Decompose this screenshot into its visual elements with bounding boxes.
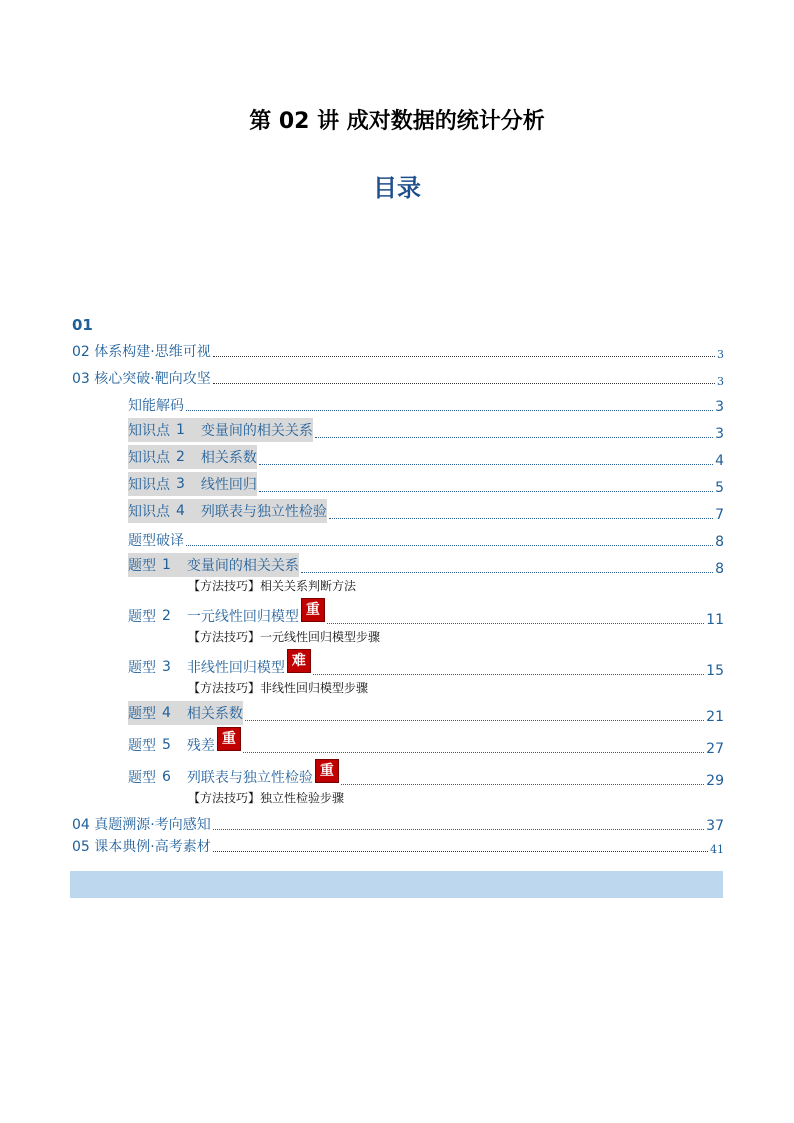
tx-prefix: 题型 — [128, 609, 156, 625]
tx-prefix: 题型 — [128, 770, 156, 786]
toc-page-number: 8 — [715, 561, 724, 577]
tx-number: 3 — [162, 659, 171, 675]
tx-title: 相关系数 — [186, 706, 243, 722]
toc-heading: 目录 — [373, 174, 421, 202]
toc-entry-t5[interactable] — [72, 725, 724, 757]
dot-leader — [315, 437, 713, 438]
toc-entry-zhineng[interactable] — [72, 388, 724, 415]
toc-entry-kp2[interactable] — [72, 442, 724, 469]
toc-entry-t1[interactable] — [72, 550, 724, 577]
toc-page-number: 3 — [717, 375, 724, 388]
kp-prefix: 知识点 — [128, 477, 170, 493]
key-badge: 重 — [301, 598, 325, 622]
toc-entry-label — [128, 604, 325, 628]
toc-entry-label — [128, 655, 311, 679]
toc-page-number: 4 — [715, 453, 724, 469]
toc-page-number: 29 — [706, 773, 724, 789]
toc-entry-kp3[interactable] — [72, 469, 724, 496]
dot-leader — [313, 674, 704, 675]
dot-leader — [213, 851, 708, 852]
toc-entry-t4[interactable] — [72, 698, 724, 725]
document-title: 第 02 讲 成对数据的统计分析 — [249, 109, 545, 134]
kp-number: 4 — [176, 503, 185, 519]
tx-prefix: 题型 — [128, 558, 156, 574]
tx-number: 2 — [162, 608, 171, 624]
kp-prefix: 知识点 — [128, 423, 170, 439]
toc-page-number: 8 — [715, 534, 724, 550]
toc-entry-tixing[interactable] — [72, 523, 724, 550]
toc-entry-label — [128, 472, 257, 496]
tx-number: 1 — [162, 557, 171, 573]
dot-leader — [329, 518, 713, 519]
toc-section-01[interactable] — [72, 312, 724, 334]
dot-leader — [186, 545, 713, 546]
toc-page-number: 21 — [706, 709, 724, 725]
toc-entry-label — [128, 701, 243, 725]
tx-title: 变量间的相关关系 — [186, 558, 299, 574]
tx-title: 非线性回归模型 — [186, 660, 285, 676]
dot-leader — [327, 623, 704, 624]
tx-prefix: 题型 — [128, 660, 156, 676]
kp-title: 列联表与独立性检验 — [200, 504, 327, 520]
toc-entry-t6[interactable] — [72, 757, 724, 789]
dot-leader — [186, 410, 713, 411]
kp-number: 1 — [176, 422, 185, 438]
toc-entry-s03[interactable] — [72, 361, 724, 388]
kp-prefix: 知识点 — [128, 450, 170, 466]
tx-title: 列联表与独立性检验 — [186, 770, 313, 786]
method-tip[interactable]: 【方法技巧】相关关系判断方法 — [188, 579, 357, 593]
toc-entry-label: 题型破译 — [128, 533, 184, 549]
toc-page-number: 37 — [706, 818, 724, 834]
toc-page-number: 11 — [706, 612, 724, 628]
tx-prefix: 题型 — [128, 706, 156, 722]
dot-leader — [213, 383, 715, 384]
dot-leader — [341, 784, 704, 785]
toc-page-number: 3 — [715, 426, 724, 442]
toc-entry-label — [128, 499, 327, 523]
dot-leader — [243, 752, 704, 753]
difficult-badge: 难 — [287, 649, 311, 673]
toc-entry-kp4[interactable] — [72, 496, 724, 523]
tx-number: 4 — [162, 705, 171, 721]
toc-page-number: 5 — [715, 480, 724, 496]
toc-entry-label: 04 真题溯源·考向感知 — [72, 817, 211, 833]
kp-title: 线性回归 — [200, 477, 257, 493]
kp-number: 3 — [176, 476, 185, 492]
toc-page-number: 27 — [706, 741, 724, 757]
toc-entry-t2[interactable] — [72, 596, 724, 628]
tx-prefix: 题型 — [128, 738, 156, 754]
toc-entry-label — [128, 765, 339, 789]
toc-page-number: 3 — [715, 399, 724, 415]
toc-section-01-label: 01 — [72, 316, 93, 334]
method-tip[interactable]: 【方法技巧】一元线性回归模型步骤 — [188, 630, 381, 644]
dot-leader — [301, 572, 713, 573]
dot-leader — [259, 491, 713, 492]
toc-entry-label — [128, 733, 241, 757]
method-tip[interactable]: 【方法技巧】非线性回归模型步骤 — [188, 681, 369, 695]
tx-title: 一元线性回归模型 — [186, 609, 299, 625]
toc-entry-kp1[interactable] — [72, 415, 724, 442]
table-of-contents — [72, 312, 724, 856]
dot-leader — [259, 464, 713, 465]
toc-entry-label: 02 体系构建·思维可视 — [72, 344, 211, 360]
section-band — [70, 871, 723, 898]
toc-entry-label — [128, 553, 299, 577]
toc-page-number: 41 — [710, 843, 724, 856]
toc-entry-s02[interactable] — [72, 334, 724, 361]
dot-leader — [245, 720, 704, 721]
toc-entry-s05[interactable] — [72, 834, 724, 856]
kp-number: 2 — [176, 449, 185, 465]
key-badge: 重 — [217, 727, 241, 751]
key-badge: 重 — [315, 759, 339, 783]
tx-number: 5 — [162, 737, 171, 753]
toc-entry-label: 05 课本典例·高考素材 — [72, 839, 211, 855]
toc-entry-label: 知能解码 — [128, 398, 184, 414]
kp-prefix: 知识点 — [128, 504, 170, 520]
toc-page-number: 7 — [715, 507, 724, 523]
toc-page-number: 15 — [706, 663, 724, 679]
tx-title: 残差 — [186, 738, 215, 754]
toc-page-number: 3 — [717, 348, 724, 361]
toc-entry-label: 03 核心突破·靶向攻坚 — [72, 371, 211, 387]
kp-title: 相关系数 — [200, 450, 257, 466]
toc-entry-label — [128, 418, 313, 442]
toc-entry-s04[interactable] — [72, 808, 724, 834]
method-tip[interactable]: 【方法技巧】独立性检验步骤 — [188, 791, 345, 805]
toc-entry-label — [128, 445, 257, 469]
toc-entry-t3[interactable] — [72, 647, 724, 679]
dot-leader — [213, 356, 715, 357]
tx-number: 6 — [162, 769, 171, 785]
dot-leader — [213, 829, 704, 830]
kp-title: 变量间的相关关系 — [200, 423, 313, 439]
